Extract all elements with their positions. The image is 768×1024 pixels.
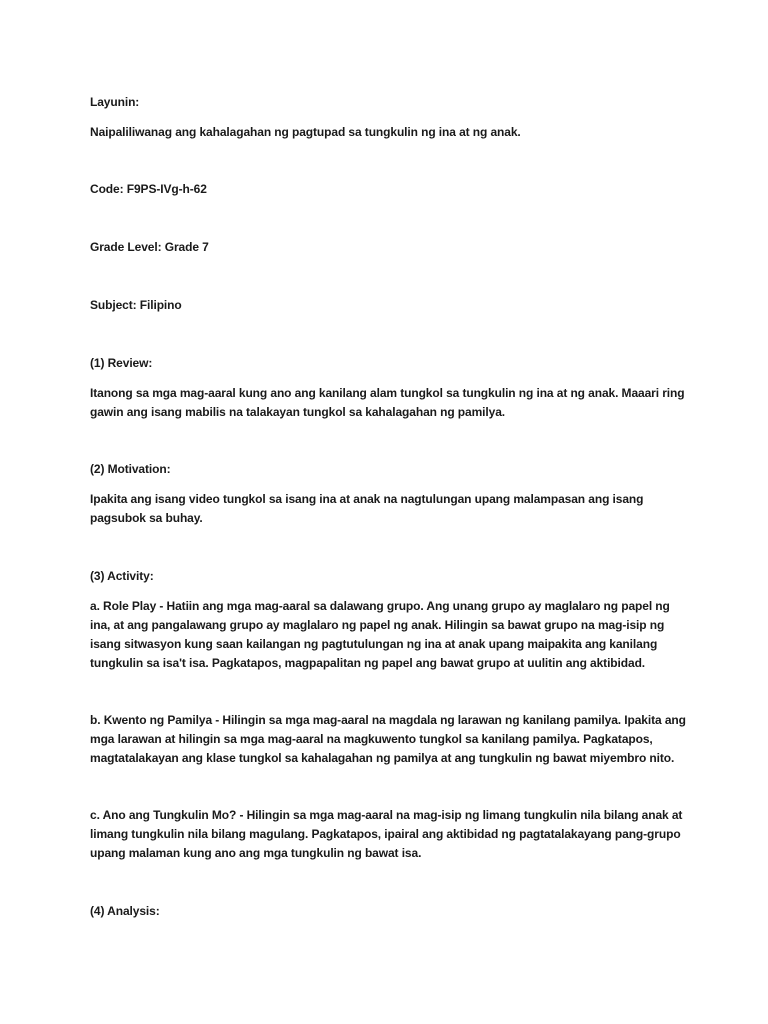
activity-heading: (3) Activity: bbox=[90, 569, 154, 583]
subject-line: Subject: Filipino bbox=[90, 298, 182, 312]
code-line: Code: F9PS-IVg-h-62 bbox=[90, 182, 207, 196]
activity-a: a. Role Play - Hatiin ang mga mag-aaral sa dalawang grupo. Ang unang grupo ay maglalaro ng papel ng ina, at ang pangalawang grupo ay maglalaro ng papel ng anak. Hilingin sa bawat grupo na mag-isip ng isang sitwasyon kung saan kailangan ng pagtutulungan ng ina at anak upang maipakita ang kanilang tungkulin sa isa't isa. Pagkatapos, magpapalitan ng papel ang bawat grupo at uulitin ang aktibidad. bbox=[90, 599, 670, 670]
motivation-heading: (2) Motivation: bbox=[90, 462, 171, 476]
layunin-label: Layunin: bbox=[90, 95, 140, 109]
motivation-text: Ipakita ang isang video tungkol sa isang ina at anak na nagtulungan upang malampasan ang isang pagsubok sa buhay. bbox=[90, 492, 644, 525]
layunin-text: Naipaliliwanag ang kahalagahan ng pagtupad sa tungkulin ng ina at ng anak. bbox=[90, 125, 521, 139]
review-heading: (1) Review: bbox=[90, 356, 153, 370]
activity-c: c. Ano ang Tungkulin Mo? - Hilingin sa mga mag-aaral na mag-isip ng limang tungkulin nila bilang anak at limang tungkulin nila bilang magulang. Pagkatapos, ipairal ang aktibidad ng pagtatalakayang pang-grupo upang malaman kung ano ang mga tungkulin ng bawat isa. bbox=[90, 808, 683, 860]
activity-b: b. Kwento ng Pamilya - Hilingin sa mga mag-aaral na magdala ng larawan ng kanilang pamilya. Ipakita ang mga larawan at hilingin sa mga mag-aaral na magkuwento tungkol sa kanilang pamilya. Pagkatapos, magtatalakayan ang klase tungkol sa kahalagahan ng pamilya at ang tungkulin ng bawat miyembro nito. bbox=[90, 713, 686, 765]
review-text: Itanong sa mga mag-aaral kung ano ang kanilang alam tungkol sa tungkulin ng ina at ng anak. Maaari ring gawin ang isang mabilis na talakayan tungkol sa kahalagahan ng pamilya. bbox=[90, 386, 685, 419]
analysis-heading: (4) Analysis: bbox=[90, 904, 160, 918]
grade-level-line: Grade Level: Grade 7 bbox=[90, 240, 209, 254]
